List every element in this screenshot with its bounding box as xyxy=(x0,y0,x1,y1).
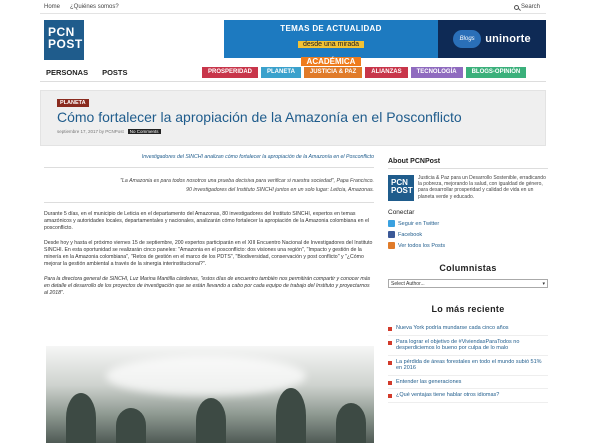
category-tab[interactable]: BLOGS-OPINIÓN xyxy=(466,67,527,78)
sidebar xyxy=(388,158,548,443)
article-lede: Investigadores del SINCHI analizan cómo fortalecer la apropiación de la Amazonía en el Posconflicto xyxy=(44,154,374,168)
about-text: Justicia & Paz para un Desarrollo Sostenible, erradicando la pobreza, mejorando la salud, con igualdad de género, para desarrollar prosperidad y calidad de vida en un planeta verde y educado. xyxy=(418,175,546,200)
category-tab[interactable]: TECNOLOGÍA xyxy=(411,67,463,78)
social-links xyxy=(388,220,548,249)
recent-item[interactable]: Para lograr el objetivo de #ViviendasParaTodos no desperdiciemos lo bueno por culpa de lo malo xyxy=(388,336,548,356)
photo-tree xyxy=(196,398,226,443)
facebook-label: Facebook xyxy=(398,231,423,238)
twitter-icon xyxy=(388,220,395,227)
connect-title: Conectar xyxy=(388,209,415,216)
menu-posts[interactable]: POSTS xyxy=(102,68,128,77)
main-nav xyxy=(40,64,546,82)
banner-right xyxy=(438,20,546,58)
top-nav-about[interactable]: ¿Quiénes somos? xyxy=(70,4,119,10)
author-select[interactable]: Select Author... ▾ xyxy=(388,279,548,288)
rss-icon xyxy=(388,242,395,249)
logo-line2: POST xyxy=(391,186,413,195)
article-meta xyxy=(57,129,161,134)
banner-line2: desde una mirada xyxy=(298,41,364,48)
category-tab[interactable]: JUSTICIA & PAZ xyxy=(304,67,362,78)
banner-line3: ACADÉMICA xyxy=(301,57,362,66)
article-body xyxy=(44,154,374,297)
top-bar xyxy=(40,0,546,14)
article-photo xyxy=(46,346,374,443)
category-tabs xyxy=(202,67,526,78)
top-nav-home[interactable]: Home xyxy=(44,4,61,10)
category-tab[interactable]: PLANETA xyxy=(261,67,301,78)
recent-item[interactable]: Nueva York podría mundarse cada cinco años xyxy=(388,322,548,336)
search-icon xyxy=(514,5,519,10)
recent-list xyxy=(388,322,548,403)
about-box xyxy=(388,175,548,201)
columnists-title: Columnistas xyxy=(439,263,497,273)
article-header xyxy=(40,90,546,146)
recent-item[interactable]: Entender las generaciones xyxy=(388,376,548,390)
photo-tree xyxy=(66,393,96,443)
article-date: septiembre 17, 2017 by PCNPost xyxy=(57,129,124,134)
top-nav xyxy=(44,4,119,10)
uninorte-logo: uninorte xyxy=(485,33,531,45)
logo-line1: PCN xyxy=(48,25,75,39)
photo-tree xyxy=(336,403,366,443)
search-label: Search xyxy=(520,4,540,10)
all-posts-link[interactable] xyxy=(388,242,548,249)
category-tab[interactable]: PROSPERIDAD xyxy=(202,67,258,78)
recent-item[interactable]: ¿Qué ventajas tiene hablar otros idiomas? xyxy=(388,389,548,403)
facebook-icon xyxy=(388,231,395,238)
article-quote: "La Amazonia es para todos nosotros una prueba decisiva para verificar si nuestra sociedad", Papa Francisco. xyxy=(120,178,374,184)
recent-title: Lo más reciente xyxy=(431,304,505,314)
main-menu xyxy=(46,68,128,77)
article-quote-caption: 90 investigadores del Instituto SINCHI juntos en un solo lugar: Leticia, Amazonas. xyxy=(44,187,374,203)
twitter-label: Seguir en Twitter xyxy=(398,220,440,227)
article-title: Cómo fortalecer la apropiación de la Amazonía en el Posconflicto xyxy=(57,109,462,125)
comments-link[interactable]: No Comments xyxy=(129,129,159,134)
recent-item[interactable]: La pérdida de áreas forestales en todo el mundo subió 51% en 2016 xyxy=(388,356,548,376)
menu-personas[interactable]: PERSONAS xyxy=(46,68,89,77)
article-paragraph: Durante 5 días, en el municipio de Leticia en el departamento del Amazonas, 80 investigadores del Instituto SINCHI, expertos en temas amazónicos y autoridades locales, departamentales y nacionales, analizarán cómo fortalecer la apropiación de la Amazonia colombiana en el posconflicto. xyxy=(44,211,369,231)
photo-tree xyxy=(276,388,306,443)
banner-line1: TEMAS DE ACTUALIDAD xyxy=(280,24,382,33)
category-badge[interactable]: PLANETA xyxy=(57,99,89,107)
category-tab[interactable]: ALIANZAS xyxy=(365,67,407,78)
article-paragraph: Para la directora general de SINCHI, Luz Marina Mantilla cárdenas, "estos días de encuentro también nos permitirán compartir y conocer más en detalle el desarrollo de los proyectos de investigación que se están llevando a cabo por cada equipo de trabajo del Instituto y proyectarnos al 2018". xyxy=(44,276,371,296)
sidebar-logo xyxy=(388,175,414,201)
about-title: About PCNPost xyxy=(388,158,548,169)
photo-mist xyxy=(106,356,306,396)
facebook-link[interactable] xyxy=(388,231,548,238)
all-posts-label: Ver todos los Posts xyxy=(398,242,446,249)
article-paragraph: Desde hoy y hasta el próximo viernes 15 de septiembre, 200 expertos participarán en el XIII Encuentro Nacional de Investigadores del Instituto SINCHI. En esta oportunidad se realizarán cinco paneles: "Amazonia en el posconflicto: dos visiones una región", "Impacto y gestión de la minería en la Amazonia colombiana", "Retos de gestión en el marco de los PDTS", "Biodiversidad, conservación y post conflicto" y "¿Cómo mejorar la gestión ambiental a través de la sinergia interinstitucional?". xyxy=(44,240,373,267)
logo-line1: PCN xyxy=(391,178,408,187)
twitter-link[interactable] xyxy=(388,220,548,227)
blogs-badge: Blogs xyxy=(453,30,481,48)
banner-left xyxy=(224,20,438,66)
photo-tree xyxy=(116,408,146,443)
site-logo[interactable] xyxy=(44,20,84,60)
logo-line2: POST xyxy=(48,37,83,51)
site-header xyxy=(40,14,546,64)
ad-banner[interactable] xyxy=(224,20,546,66)
search-button[interactable] xyxy=(514,4,540,10)
